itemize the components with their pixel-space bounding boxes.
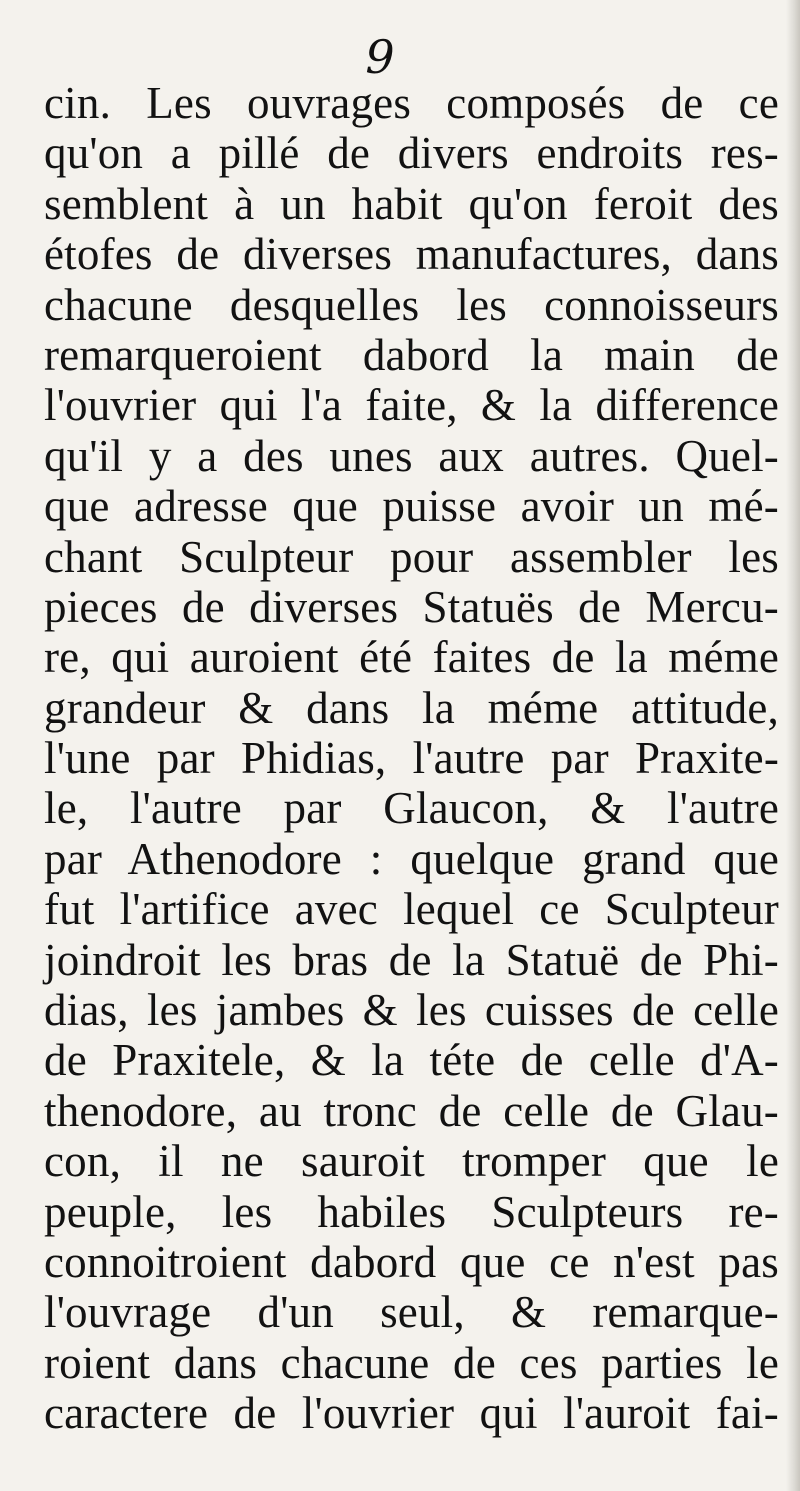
text-line: roient dans chacune de ces parties le bbox=[44, 1337, 779, 1388]
text-line: con, il ne sauroit tromper que le bbox=[44, 1136, 779, 1187]
text-line: le, l'autre par Glaucon, & l'autre bbox=[44, 783, 779, 834]
text-line: re, qui auroient été faites de la méme bbox=[44, 632, 779, 683]
body-text bbox=[44, 78, 779, 1439]
text-line: remarqueroient dabord la main de bbox=[44, 329, 779, 380]
text-line: pieces de diverses Statuës de Mercu- bbox=[44, 581, 779, 632]
text-line: joindroit les bras de la Statuë de Phi- bbox=[44, 934, 779, 985]
text-line: dias, les jambes & les cuisses de celle bbox=[44, 985, 779, 1036]
text-line: fut l'artifice avec lequel ce Sculpteur bbox=[44, 884, 779, 935]
text-line: de Praxitele, & la téte de celle d'A- bbox=[44, 1035, 779, 1086]
text-line: chacune desquelles les connoisseurs bbox=[44, 279, 779, 330]
text-line: semblent à un habit qu'on feroit des bbox=[44, 178, 779, 229]
text-line: par Athenodore : quelque grand que bbox=[44, 833, 779, 884]
text-line: étofes de diverses manufactures, dans bbox=[44, 229, 779, 280]
page-number: 9 bbox=[365, 30, 395, 84]
text-line: l'une par Phidias, l'autre par Praxite- bbox=[44, 733, 779, 784]
text-line: l'ouvrage d'un seul, & remarque- bbox=[44, 1287, 779, 1338]
text-line: grandeur & dans la méme attitude, bbox=[44, 682, 779, 733]
page-edge-shadow bbox=[786, 0, 800, 1491]
text-line: peuple, les habiles Sculpteurs re- bbox=[44, 1186, 779, 1237]
text-line: qu'il y a des unes aux autres. Quel- bbox=[44, 430, 779, 481]
text-line: l'ouvrier qui l'a faite, & la difference bbox=[44, 380, 779, 431]
text-line: caractere de l'ouvrier qui l'auroit fai- bbox=[44, 1388, 779, 1439]
text-line: que adresse que puisse avoir un mé- bbox=[44, 481, 779, 532]
text-line: thenodore, au tronc de celle de Glau- bbox=[44, 1085, 779, 1136]
text-line: connoitroient dabord que ce n'est pas bbox=[44, 1236, 779, 1287]
text-line: cin. Les ouvrages composés de ce bbox=[44, 78, 779, 128]
text-line: chant Sculpteur pour assembler les bbox=[44, 531, 779, 582]
text-line: qu'on a pillé de divers endroits res- bbox=[44, 128, 779, 179]
